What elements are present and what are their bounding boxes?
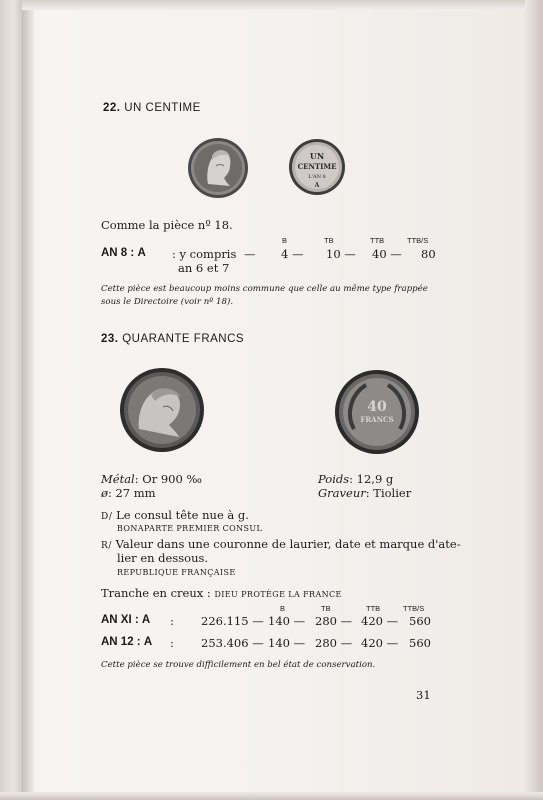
edge-legend: DIEU PROTÈGE LA FRANCE: [214, 590, 342, 599]
price-tb: 10 —: [326, 247, 356, 261]
page-number: 31: [416, 688, 431, 702]
metal-spec: [101, 472, 202, 486]
row-anxi-mintage: 226.115 —: [201, 614, 264, 628]
forty-coin-text-francs: FRANCS: [360, 415, 394, 424]
grade-header-b: B: [280, 604, 286, 613]
forty-coin-text-value: 40: [367, 399, 387, 415]
engraver-value: : Tiolier: [365, 486, 412, 500]
price-tb: 280 —: [315, 614, 353, 628]
book-spine: [22, 0, 34, 800]
weight-label: Poids: [318, 472, 350, 486]
forty-francs-obverse-coin-image: [119, 367, 205, 453]
row-an8-note-1: : y compris: [172, 247, 237, 261]
entry-23-footnote: Cette pièce se trouve difficilement en bel état de conservation.: [101, 660, 376, 670]
price-tb: 280 —: [315, 636, 353, 650]
reverse-description-line-1: [101, 537, 461, 551]
centime-obverse-coin-image: [186, 136, 250, 200]
row-anxi-label: AN XI : A: [101, 614, 151, 626]
row-an12-colon: :: [170, 636, 174, 650]
edge-label: Tranche en creux :: [101, 586, 211, 600]
entry-22-heading: [103, 102, 201, 114]
price-ttb-s: 560: [409, 614, 431, 628]
grade-header-tb: TB: [321, 604, 331, 613]
metal-value: : Or 900 ‰: [134, 472, 202, 486]
centime-coin-text-mint: A: [314, 182, 320, 189]
year-label: AN 12: [101, 636, 134, 648]
grade-header-tb: TB: [324, 236, 334, 245]
price-ttb: 420 —: [361, 614, 399, 628]
price-ttb: 40 —: [372, 247, 402, 261]
page-top-edge: [22, 0, 543, 10]
diameter-label: ø: [101, 486, 108, 500]
obverse-description: [101, 508, 249, 522]
price-ttb: 420 —: [361, 636, 399, 650]
price-b: 140 —: [268, 614, 306, 628]
obverse-marker: D/: [101, 512, 113, 522]
entry-23-heading: [101, 333, 244, 345]
price-ttb-s: 80: [421, 247, 436, 261]
weight-spec: [318, 472, 393, 486]
previous-page-edge: [0, 0, 23, 800]
entry-number: 23.: [101, 333, 119, 345]
mint-mark: A: [141, 614, 151, 626]
reverse-description-line-2: lier en dessous.: [117, 551, 209, 565]
price-b: 140 —: [268, 636, 306, 650]
obverse-text: Le consul tête nue à g.: [116, 508, 249, 522]
diameter-spec: [101, 486, 156, 500]
grade-header-ttb-s: TTB/S: [403, 604, 425, 613]
diameter-value: : 27 mm: [107, 486, 156, 500]
page-right-edge: [525, 0, 543, 800]
row-an8-label: AN 8 : A: [101, 247, 146, 259]
grade-header-ttb: TTB: [370, 236, 385, 245]
grade-header-ttb: TTB: [366, 604, 381, 613]
mint-mark: A: [143, 636, 153, 648]
entry-title: QUARANTE FRANCS: [122, 333, 245, 345]
centime-reverse-coin-image: [288, 137, 346, 197]
row-anxi-colon: :: [170, 614, 174, 628]
row-an12-mintage: 253.406 —: [201, 636, 264, 650]
row-an8-dash: —: [244, 247, 256, 261]
mint-mark: A: [137, 247, 146, 259]
row-an8-note-2: an 6 et 7: [178, 261, 230, 275]
edge-description: [101, 586, 342, 600]
entry-22-description: Comme la pièce nº 18.: [101, 218, 233, 232]
year-label: AN XI: [101, 614, 132, 626]
forty-francs-reverse-coin-image: [334, 369, 420, 455]
engraver-spec: [318, 486, 411, 500]
engraver-label: Graveur: [318, 486, 366, 500]
price-b: 4 —: [281, 247, 304, 261]
grade-header-b: B: [282, 236, 288, 245]
centime-coin-text-un: UN: [309, 151, 325, 161]
entry-22-footnote: Cette pièce est beaucoup moins commune que celle au même type frappée sous le Directoire (voir nº 18).: [101, 284, 428, 307]
year-label: AN 8: [101, 247, 128, 259]
entry-title: UN CENTIME: [124, 102, 201, 114]
grade-header-ttb-s: TTB/S: [407, 236, 429, 245]
weight-value: : 12,9 g: [349, 472, 394, 486]
entry-number: 22.: [103, 102, 121, 114]
reverse-marker: R/: [101, 541, 113, 551]
reverse-legend: REPUBLIQUE FRANÇAISE: [117, 568, 236, 577]
centime-coin-text-centime: CENTIME: [297, 162, 337, 171]
metal-label: Métal: [101, 472, 135, 486]
row-an12-label: AN 12 : A: [101, 636, 153, 648]
reverse-text: Valeur dans une couronne de laurier, date et marque d'ate-: [115, 537, 461, 551]
centime-coin-text-year: L'AN 8: [308, 174, 326, 180]
price-ttb-s: 560: [409, 636, 431, 650]
page-bottom-edge: [0, 792, 543, 800]
obverse-legend: BONAPARTE PREMIER CONSUL: [117, 524, 263, 533]
